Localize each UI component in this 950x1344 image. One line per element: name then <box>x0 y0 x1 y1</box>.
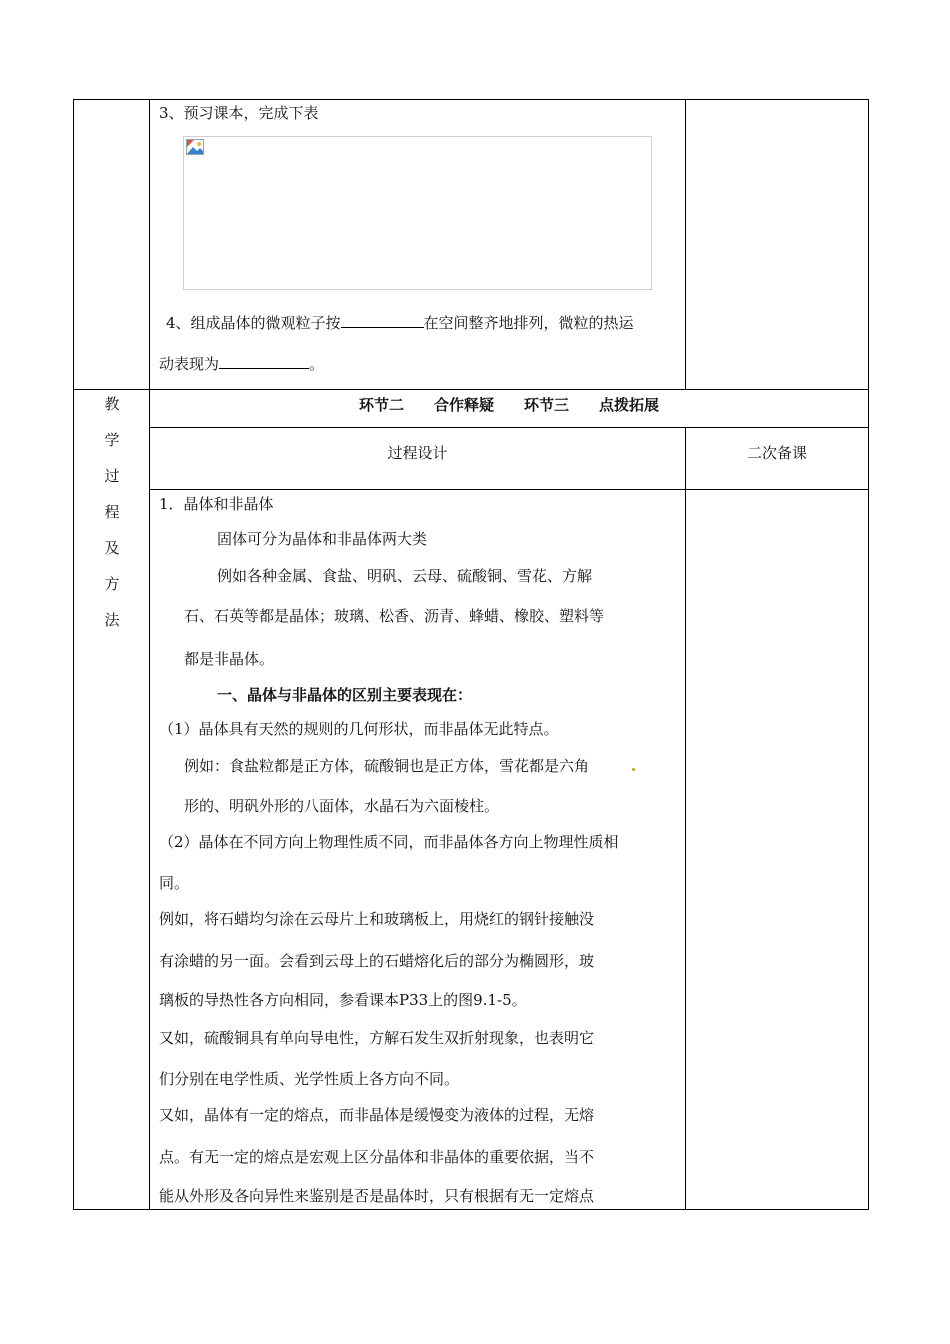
col-divider-2a <box>685 99 686 390</box>
table-right-border <box>868 99 869 1210</box>
side-char: 程 <box>104 503 120 521</box>
paragraph: 又如，晶体有一定的熔点，而非晶体是缓慢变为液体的过程，无熔 <box>159 1106 595 1124</box>
image-placeholder <box>183 136 652 290</box>
section-title: 环节二 合作释疑 环节三 点拨拓展 <box>358 396 659 414</box>
item-4-text-d: 。 <box>309 355 325 373</box>
paragraph: 形的、明矾外形的八面体，水晶石为六面棱柱。 <box>184 797 500 815</box>
side-char: 及 <box>104 539 120 557</box>
paragraph: 固体可分为晶体和非晶体两大类 <box>217 530 428 548</box>
column-header-notes: 二次备课 <box>746 444 807 462</box>
paragraph: 点。有无一定的熔点是宏观上区分晶体和非晶体的重要依据，当不 <box>159 1148 595 1166</box>
paragraph: 又如，硫酸铜具有单向导电性，方解石发生双折射现象，也表明它 <box>159 1029 595 1047</box>
table-bottom-border <box>73 1209 869 1210</box>
paragraph: 能从外形及各向异性来鉴别是否是晶体时，只有根据有无一定熔点 <box>159 1187 595 1205</box>
item-4-text-a: 4、组成晶体的微观粒子按 <box>166 314 341 332</box>
item-4-text-b: 在空间整齐地排列，微粒的热运 <box>423 314 634 332</box>
paragraph: 例如：食盐粒都是正方体，硫酸铜也是正方体，雪花都是六角 <box>184 757 590 775</box>
item-4-line-1 <box>166 313 634 333</box>
broken-image-icon <box>186 139 204 155</box>
item-3-text: 3、预习课本，完成下表 <box>159 104 319 122</box>
fill-blank-1[interactable] <box>341 313 424 328</box>
paragraph: 都是非晶体。 <box>184 650 275 668</box>
row-divider-1 <box>73 389 869 390</box>
paragraph: 们分别在电学性质、光学性质上各方向不同。 <box>159 1070 460 1088</box>
table-top-border <box>73 99 869 100</box>
paragraph: （1）晶体具有天然的规则的几何形状，而非晶体无此特点。 <box>159 720 559 738</box>
side-char: 方 <box>104 575 120 593</box>
paragraph: 石、石英等都是晶体；玻璃、松香、沥青、蜂蜡、橡胶、塑料等 <box>184 607 605 625</box>
paragraph: 例如，将石蜡均匀涂在云母片上和玻璃板上，用烧红的钢针接触没 <box>159 910 595 928</box>
paragraph: 例如各种金属、食盐、明矾、云母、硫酸铜、雪花、方解 <box>217 567 593 585</box>
subheading-differences: 一、晶体与非晶体的区别主要表现在： <box>217 686 473 704</box>
side-char: 过 <box>104 467 120 485</box>
side-char: 学 <box>104 431 120 449</box>
table-left-border <box>73 99 74 1210</box>
paragraph: 有涂蜡的另一面。会看到云母上的石蜡熔化后的部分为椭圆形，玻 <box>159 952 595 970</box>
paragraph: 同。 <box>159 874 190 892</box>
paragraph: （2）晶体在不同方向上物理性质不同，而非晶体各方向上物理性质相 <box>159 833 619 851</box>
item-4-line-2 <box>159 354 324 374</box>
col-divider-2b <box>685 427 686 1210</box>
row-divider-2 <box>149 427 869 428</box>
marker-dot <box>632 768 635 771</box>
col-divider-1 <box>149 99 150 1210</box>
column-header-process: 过程设计 <box>387 444 448 462</box>
side-char: 法 <box>104 611 120 629</box>
side-char: 教 <box>104 395 120 413</box>
row-divider-3 <box>149 489 869 490</box>
paragraph: 璃板的导热性各方向相同，参看课本P33上的图9.1-5。 <box>159 991 527 1009</box>
fill-blank-2[interactable] <box>219 354 309 369</box>
heading-crystal: 1．晶体和非晶体 <box>159 495 274 513</box>
item-4-text-c: 动表现为 <box>159 355 220 373</box>
